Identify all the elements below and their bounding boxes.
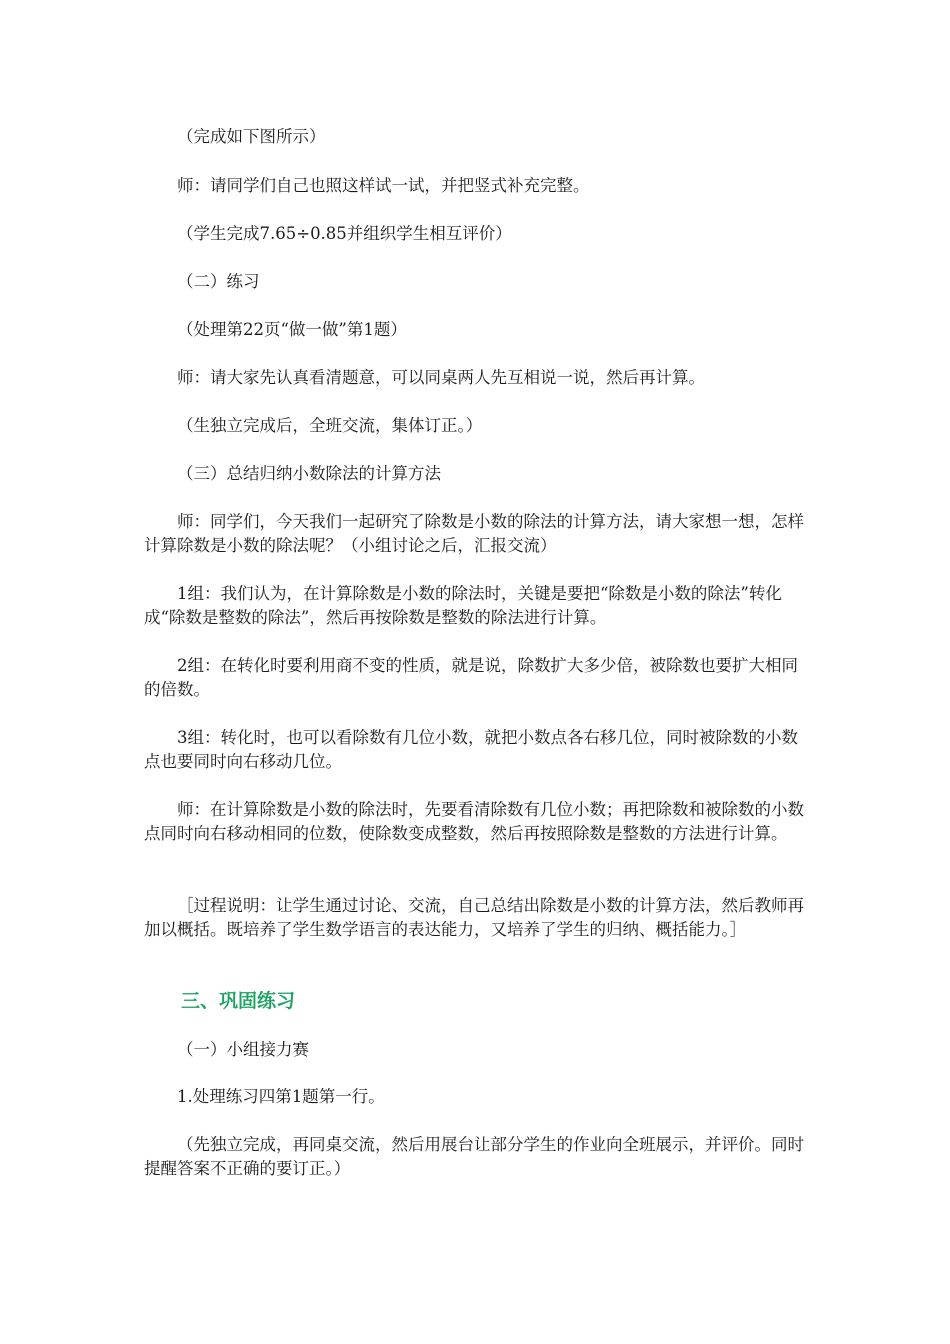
paragraph-group-1: 1组：我们认为，在计算除数是小数的除法时，关键是要把“除数是小数的除法”转化成“除数是整数的除法”，然后再按除数是整数的除法进行计算。 — [144, 584, 782, 627]
paragraph-teacher-summary: 师：在计算除数是小数的除法时，先要看清除数有几位小数；再把除数和被除数的小数点同时向右移动相同的位数，使除数变成整数，然后再按照除数是整数的方法进行计算。 — [144, 800, 804, 843]
subheading-practice: （二）练习 — [177, 272, 260, 291]
paragraph-exercise-4: 1.处理练习四第1题第一行。 — [177, 1087, 385, 1106]
paragraph-completion-note: （完成如下图所示） — [177, 127, 326, 146]
paragraph-page-22-exercise: （处理第22页“做一做”第1题） — [177, 320, 407, 339]
subheading-summary: （三）总结归纳小数除法的计算方法 — [177, 464, 441, 483]
paragraph-group-3: 3组：转化时，也可以看除数有几位小数，就把小数点各右移几位，同时被除数的小数点也要同时向右移动几位。 — [144, 728, 798, 771]
paragraph-process-note: ［过程说明：让学生通过讨论、交流，自己总结出除数是小数的计算方法，然后教师再加以概括。既培养了学生数学语言的表达能力，又培养了学生的归纳、概括能力。］ — [144, 896, 804, 939]
section-heading: 三、巩固练习 — [181, 990, 296, 1012]
paragraph-group-2: 2组：在转化时要利用商不变的性质，就是说，除数扩大多少倍，被除数也要扩大相同的倍数。 — [144, 656, 798, 699]
paragraph-teacher-discussion: 师：同学们，今天我们一起研究了除数是小数的除法的计算方法，请大家想一想，怎样计算除数是小数的除法呢？（小组讨论之后，汇报交流） — [144, 512, 804, 555]
paragraph-teacher-instruction: 师：请同学们自己也照这样试一试，并把竖式补充完整。 — [177, 176, 590, 195]
paragraph-student-task: （学生完成7.65÷0.85并组织学生相互评价） — [177, 224, 512, 243]
paragraph-class-correction: （生独立完成后，全班交流，集体订正。） — [177, 416, 483, 435]
paragraph-teacher-read-carefully: 师：请大家先认真看清题意，可以同桌两人先互相说一说，然后再计算。 — [177, 368, 705, 387]
paragraph-display-and-evaluate: （先独立完成，再同桌交流，然后用展台让部分学生的作业向全班展示，并评价。同时提醒答案不正确的要订正。） — [144, 1135, 804, 1178]
subheading-relay-race: （一）小组接力赛 — [177, 1040, 309, 1059]
